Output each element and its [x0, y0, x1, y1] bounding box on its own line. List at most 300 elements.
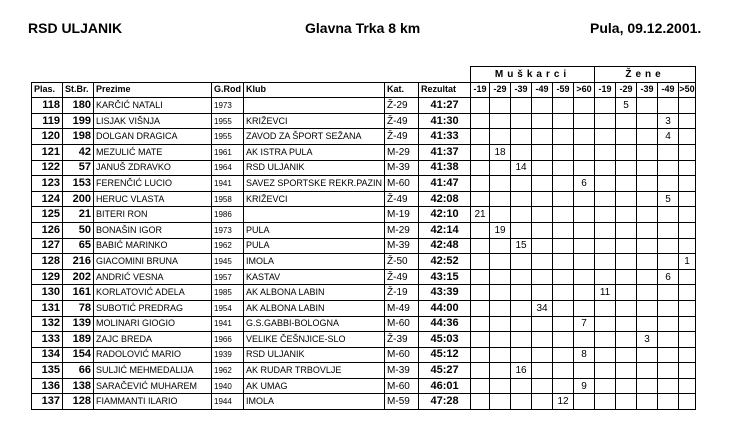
col-rezultat: Rezultat: [419, 82, 471, 98]
empty-category-cell: [637, 316, 658, 332]
birth-year-cell: 1958: [212, 191, 244, 207]
col-prezime: Prezime: [94, 82, 212, 98]
empty-category-cell: [595, 207, 616, 223]
empty-category-cell: [658, 144, 679, 160]
empty-category-cell: [595, 222, 616, 238]
place-cell: 132: [32, 316, 63, 332]
place-cell: 131: [32, 300, 63, 316]
empty-category-cell: [471, 300, 490, 316]
table-row: [32, 160, 696, 176]
place-cell: 125: [32, 207, 63, 223]
empty-category-cell: [658, 394, 679, 410]
birth-year-cell: 1941: [212, 316, 244, 332]
club-cell: KASTAV: [244, 269, 385, 285]
category-place-cell: 4: [658, 129, 679, 145]
empty-category-cell: [595, 160, 616, 176]
table-row: [32, 300, 696, 316]
empty-category-cell: [574, 300, 595, 316]
empty-category-cell: [658, 222, 679, 238]
place-cell: 133: [32, 332, 63, 348]
results-table: [31, 66, 696, 410]
name-cell: FIAMMANTI ILARIO: [94, 394, 212, 410]
club-cell: IMOLA: [244, 254, 385, 270]
empty-category-cell: [490, 316, 511, 332]
empty-category-cell: [532, 160, 553, 176]
category-cell: M-39: [385, 238, 419, 254]
name-cell: KORLATOVIĆ ADELA: [94, 285, 212, 301]
club-cell: IMOLA: [244, 394, 385, 410]
result-cell: 45:27: [419, 363, 471, 379]
empty-category-cell: [658, 254, 679, 270]
club-cell: RSD ULJANIK: [244, 347, 385, 363]
empty-category-cell: [532, 144, 553, 160]
empty-category-cell: [490, 332, 511, 348]
empty-category-cell: [679, 191, 696, 207]
category-place-cell: 18: [490, 144, 511, 160]
place-cell: 123: [32, 176, 63, 192]
empty-category-cell: [511, 347, 532, 363]
table-row: [32, 378, 696, 394]
empty-category-cell: [679, 176, 696, 192]
empty-category-cell: [679, 316, 696, 332]
empty-category-cell: [511, 378, 532, 394]
empty-category-cell: [574, 363, 595, 379]
empty-category-cell: [574, 394, 595, 410]
col-men-39: -39: [511, 82, 532, 98]
women-group-label: Žene: [595, 67, 696, 83]
col-women-29: -29: [616, 82, 637, 98]
empty-category-cell: [532, 347, 553, 363]
empty-category-cell: [595, 300, 616, 316]
empty-category-cell: [490, 347, 511, 363]
empty-category-cell: [553, 160, 574, 176]
category-place-cell: 3: [637, 332, 658, 348]
empty-category-cell: [637, 144, 658, 160]
category-cell: Ž-39: [385, 332, 419, 348]
empty-category-cell: [679, 347, 696, 363]
table-row: [32, 332, 696, 348]
empty-category-cell: [616, 254, 637, 270]
empty-category-cell: [511, 222, 532, 238]
empty-category-cell: [553, 332, 574, 348]
result-cell: 42:52: [419, 254, 471, 270]
category-cell: M-60: [385, 316, 419, 332]
empty-category-cell: [658, 285, 679, 301]
empty-category-cell: [553, 176, 574, 192]
category-cell: Ž-49: [385, 191, 419, 207]
empty-category-cell: [616, 160, 637, 176]
start-number-cell: 189: [63, 332, 94, 348]
category-cell: Ž-49: [385, 113, 419, 129]
name-cell: ANDRIĆ VESNA: [94, 269, 212, 285]
empty-category-cell: [679, 363, 696, 379]
place-cell: 127: [32, 238, 63, 254]
place-cell: 118: [32, 98, 63, 114]
empty-category-cell: [616, 191, 637, 207]
result-cell: 44:00: [419, 300, 471, 316]
col-men-29: -29: [490, 82, 511, 98]
start-number-cell: 50: [63, 222, 94, 238]
category-place-cell: 7: [574, 316, 595, 332]
empty-category-cell: [658, 378, 679, 394]
empty-category-cell: [616, 269, 637, 285]
start-number-cell: 180: [63, 98, 94, 114]
empty-category-cell: [490, 378, 511, 394]
table-row: [32, 98, 696, 114]
empty-category-cell: [595, 254, 616, 270]
result-cell: 47:28: [419, 394, 471, 410]
empty-category-cell: [679, 238, 696, 254]
empty-category-cell: [511, 191, 532, 207]
place-cell: 137: [32, 394, 63, 410]
category-place-cell: 15: [511, 238, 532, 254]
club-cell: AK ALBONA LABIN: [244, 300, 385, 316]
place-cell: 126: [32, 222, 63, 238]
result-cell: 43:15: [419, 269, 471, 285]
place-cell: 136: [32, 378, 63, 394]
empty-category-cell: [471, 238, 490, 254]
club-cell: SAVEZ SPORTSKE REKR.PAZIN: [244, 176, 385, 192]
result-cell: 44:36: [419, 316, 471, 332]
club-cell: G.S.GABBI-BOLOGNA: [244, 316, 385, 332]
table-row: [32, 269, 696, 285]
empty-category-cell: [637, 176, 658, 192]
empty-category-cell: [658, 160, 679, 176]
empty-category-cell: [511, 285, 532, 301]
category-place-cell: 1: [679, 254, 696, 270]
empty-category-cell: [574, 144, 595, 160]
empty-category-cell: [553, 207, 574, 223]
col-grod: G.Rod: [212, 82, 244, 98]
empty-category-cell: [679, 285, 696, 301]
empty-category-cell: [616, 222, 637, 238]
category-place-cell: 9: [574, 378, 595, 394]
empty-category-cell: [532, 129, 553, 145]
birth-year-cell: 1945: [212, 254, 244, 270]
category-cell: M-29: [385, 144, 419, 160]
empty-category-cell: [471, 332, 490, 348]
category-place-cell: 14: [511, 160, 532, 176]
empty-category-cell: [553, 98, 574, 114]
category-cell: M-60: [385, 176, 419, 192]
place-cell: 122: [32, 160, 63, 176]
empty-category-cell: [553, 222, 574, 238]
empty-category-cell: [574, 129, 595, 145]
empty-category-cell: [532, 363, 553, 379]
name-cell: GIACOMINI BRUNA: [94, 254, 212, 270]
empty-category-cell: [532, 191, 553, 207]
start-number-cell: 42: [63, 144, 94, 160]
club-cell: AK ISTRA PULA: [244, 144, 385, 160]
result-cell: 41:37: [419, 144, 471, 160]
empty-category-cell: [511, 129, 532, 145]
empty-category-cell: [679, 269, 696, 285]
category-place-cell: 6: [574, 176, 595, 192]
empty-category-cell: [679, 394, 696, 410]
result-cell: 42:10: [419, 207, 471, 223]
col-women-50: >50: [679, 82, 696, 98]
empty-category-cell: [595, 238, 616, 254]
empty-category-cell: [532, 285, 553, 301]
name-cell: BONAŠIN IGOR: [94, 222, 212, 238]
empty-category-cell: [595, 269, 616, 285]
empty-category-cell: [532, 222, 553, 238]
empty-category-cell: [574, 113, 595, 129]
start-number-cell: 153: [63, 176, 94, 192]
name-cell: MOLINARI GIOGIO: [94, 316, 212, 332]
table-row: [32, 113, 696, 129]
category-place-cell: 12: [553, 394, 574, 410]
empty-category-cell: [658, 300, 679, 316]
empty-category-cell: [511, 207, 532, 223]
empty-category-cell: [637, 98, 658, 114]
empty-category-cell: [679, 332, 696, 348]
start-number-cell: 198: [63, 129, 94, 145]
empty-category-cell: [490, 191, 511, 207]
birth-year-cell: 1985: [212, 285, 244, 301]
empty-category-cell: [637, 113, 658, 129]
category-cell: Ž-49: [385, 129, 419, 145]
start-number-cell: 66: [63, 363, 94, 379]
category-cell: Ž-49: [385, 269, 419, 285]
empty-category-cell: [471, 394, 490, 410]
empty-category-cell: [679, 378, 696, 394]
col-klub: Klub: [244, 82, 385, 98]
empty-category-cell: [532, 176, 553, 192]
empty-category-cell: [679, 222, 696, 238]
col-women-49: -49: [658, 82, 679, 98]
table-row: [32, 238, 696, 254]
club-cell: PULA: [244, 238, 385, 254]
category-cell: M-19: [385, 207, 419, 223]
empty-category-cell: [637, 269, 658, 285]
empty-category-cell: [553, 300, 574, 316]
empty-category-cell: [637, 394, 658, 410]
category-place-cell: 21: [471, 207, 490, 223]
empty-category-cell: [471, 269, 490, 285]
empty-category-cell: [637, 363, 658, 379]
empty-category-cell: [637, 207, 658, 223]
empty-category-cell: [637, 238, 658, 254]
empty-category-cell: [511, 176, 532, 192]
empty-category-cell: [471, 129, 490, 145]
category-cell: M-39: [385, 363, 419, 379]
category-cell: M-39: [385, 160, 419, 176]
empty-category-cell: [553, 378, 574, 394]
empty-category-cell: [532, 254, 553, 270]
empty-category-cell: [532, 316, 553, 332]
empty-category-cell: [616, 363, 637, 379]
col-men-60: >60: [574, 82, 595, 98]
empty-category-cell: [658, 363, 679, 379]
col-stbr: St.Br.: [63, 82, 94, 98]
empty-category-cell: [616, 238, 637, 254]
start-number-cell: 65: [63, 238, 94, 254]
empty-category-cell: [511, 98, 532, 114]
table-row: [32, 176, 696, 192]
table-row: [32, 316, 696, 332]
result-cell: 41:38: [419, 160, 471, 176]
result-cell: 45:03: [419, 332, 471, 348]
table-row: [32, 394, 696, 410]
category-place-cell: 34: [532, 300, 553, 316]
club-cell: AK RUDAR TRBOVLJE: [244, 363, 385, 379]
empty-category-cell: [679, 160, 696, 176]
table-row: [32, 207, 696, 223]
empty-category-cell: [658, 176, 679, 192]
category-cell: M-49: [385, 300, 419, 316]
empty-category-cell: [471, 254, 490, 270]
name-cell: FERENČIĆ LUCIO: [94, 176, 212, 192]
place-date: Pula, 09.12.2001.: [590, 20, 702, 36]
empty-category-cell: [574, 222, 595, 238]
name-cell: BABIĆ MARINKO: [94, 238, 212, 254]
birth-year-cell: 1964: [212, 160, 244, 176]
col-men-59: -59: [553, 82, 574, 98]
place-cell: 134: [32, 347, 63, 363]
empty-category-cell: [553, 285, 574, 301]
col-women-19: -19: [595, 82, 616, 98]
empty-category-cell: [679, 144, 696, 160]
result-cell: 45:12: [419, 347, 471, 363]
empty-category-cell: [471, 347, 490, 363]
col-men-49: -49: [532, 82, 553, 98]
start-number-cell: 138: [63, 378, 94, 394]
empty-category-cell: [511, 254, 532, 270]
empty-category-cell: [532, 238, 553, 254]
empty-category-cell: [490, 176, 511, 192]
empty-category-cell: [679, 113, 696, 129]
name-cell: LISJAK VIŠNJA: [94, 113, 212, 129]
empty-category-cell: [574, 238, 595, 254]
empty-category-cell: [637, 129, 658, 145]
empty-category-cell: [616, 347, 637, 363]
empty-category-cell: [595, 347, 616, 363]
category-cell: Ž-50: [385, 254, 419, 270]
start-number-cell: 199: [63, 113, 94, 129]
empty-category-cell: [490, 113, 511, 129]
empty-category-cell: [658, 207, 679, 223]
place-cell: 130: [32, 285, 63, 301]
empty-category-cell: [637, 160, 658, 176]
start-number-cell: 57: [63, 160, 94, 176]
empty-category-cell: [471, 378, 490, 394]
birth-year-cell: 1973: [212, 222, 244, 238]
empty-category-cell: [553, 363, 574, 379]
table-row: [32, 363, 696, 379]
empty-category-cell: [616, 378, 637, 394]
table-row: [32, 144, 696, 160]
empty-category-cell: [658, 347, 679, 363]
empty-category-cell: [616, 332, 637, 348]
empty-category-cell: [490, 363, 511, 379]
empty-category-cell: [574, 160, 595, 176]
empty-category-cell: [658, 332, 679, 348]
empty-category-cell: [595, 176, 616, 192]
name-cell: RADOLOVIĆ MARIO: [94, 347, 212, 363]
result-cell: 43:39: [419, 285, 471, 301]
empty-category-cell: [471, 144, 490, 160]
category-place-cell: 19: [490, 222, 511, 238]
empty-category-cell: [490, 98, 511, 114]
empty-category-cell: [574, 285, 595, 301]
start-number-cell: 161: [63, 285, 94, 301]
start-number-cell: 21: [63, 207, 94, 223]
empty-category-cell: [532, 207, 553, 223]
birth-year-cell: 1966: [212, 332, 244, 348]
empty-category-cell: [616, 129, 637, 145]
start-number-cell: 139: [63, 316, 94, 332]
birth-year-cell: 1955: [212, 113, 244, 129]
empty-category-cell: [553, 254, 574, 270]
empty-category-cell: [511, 269, 532, 285]
birth-year-cell: 1957: [212, 269, 244, 285]
place-cell: 135: [32, 363, 63, 379]
empty-category-cell: [616, 207, 637, 223]
empty-category-cell: [471, 113, 490, 129]
birth-year-cell: 1941: [212, 176, 244, 192]
empty-category-cell: [553, 144, 574, 160]
place-cell: 120: [32, 129, 63, 145]
group-header-row: [32, 67, 696, 83]
empty-category-cell: [616, 113, 637, 129]
category-place-cell: 5: [616, 98, 637, 114]
birth-year-cell: 1939: [212, 347, 244, 363]
empty-category-cell: [658, 98, 679, 114]
empty-category-cell: [616, 285, 637, 301]
empty-category-cell: [595, 378, 616, 394]
empty-category-cell: [595, 113, 616, 129]
empty-category-cell: [471, 160, 490, 176]
empty-category-cell: [511, 332, 532, 348]
column-header-row: [32, 82, 696, 98]
name-cell: DOLGAN DRAGICA: [94, 129, 212, 145]
col-men-19: -19: [471, 82, 490, 98]
empty-category-cell: [616, 144, 637, 160]
category-place-cell: 3: [658, 113, 679, 129]
empty-category-cell: [658, 238, 679, 254]
empty-category-cell: [637, 285, 658, 301]
empty-category-cell: [471, 316, 490, 332]
empty-category-cell: [637, 378, 658, 394]
table-row: [32, 191, 696, 207]
empty-category-cell: [616, 394, 637, 410]
empty-category-cell: [616, 176, 637, 192]
empty-category-cell: [595, 332, 616, 348]
empty-category-cell: [679, 207, 696, 223]
category-cell: M-29: [385, 222, 419, 238]
empty-category-cell: [490, 254, 511, 270]
empty-category-cell: [490, 129, 511, 145]
club-header: RSD ULJANIK: [28, 20, 123, 36]
start-number-cell: 216: [63, 254, 94, 270]
table-row: [32, 222, 696, 238]
place-cell: 119: [32, 113, 63, 129]
category-cell: Ž-29: [385, 98, 419, 114]
category-place-cell: 6: [658, 269, 679, 285]
result-cell: 41:30: [419, 113, 471, 129]
col-plas: Plas.: [32, 82, 63, 98]
empty-category-cell: [637, 300, 658, 316]
start-number-cell: 202: [63, 269, 94, 285]
category-place-cell: 11: [595, 285, 616, 301]
empty-category-cell: [574, 98, 595, 114]
name-cell: ZAJC BREDA: [94, 332, 212, 348]
empty-category-cell: [553, 191, 574, 207]
category-place-cell: 16: [511, 363, 532, 379]
start-number-cell: 128: [63, 394, 94, 410]
empty-category-cell: [490, 300, 511, 316]
